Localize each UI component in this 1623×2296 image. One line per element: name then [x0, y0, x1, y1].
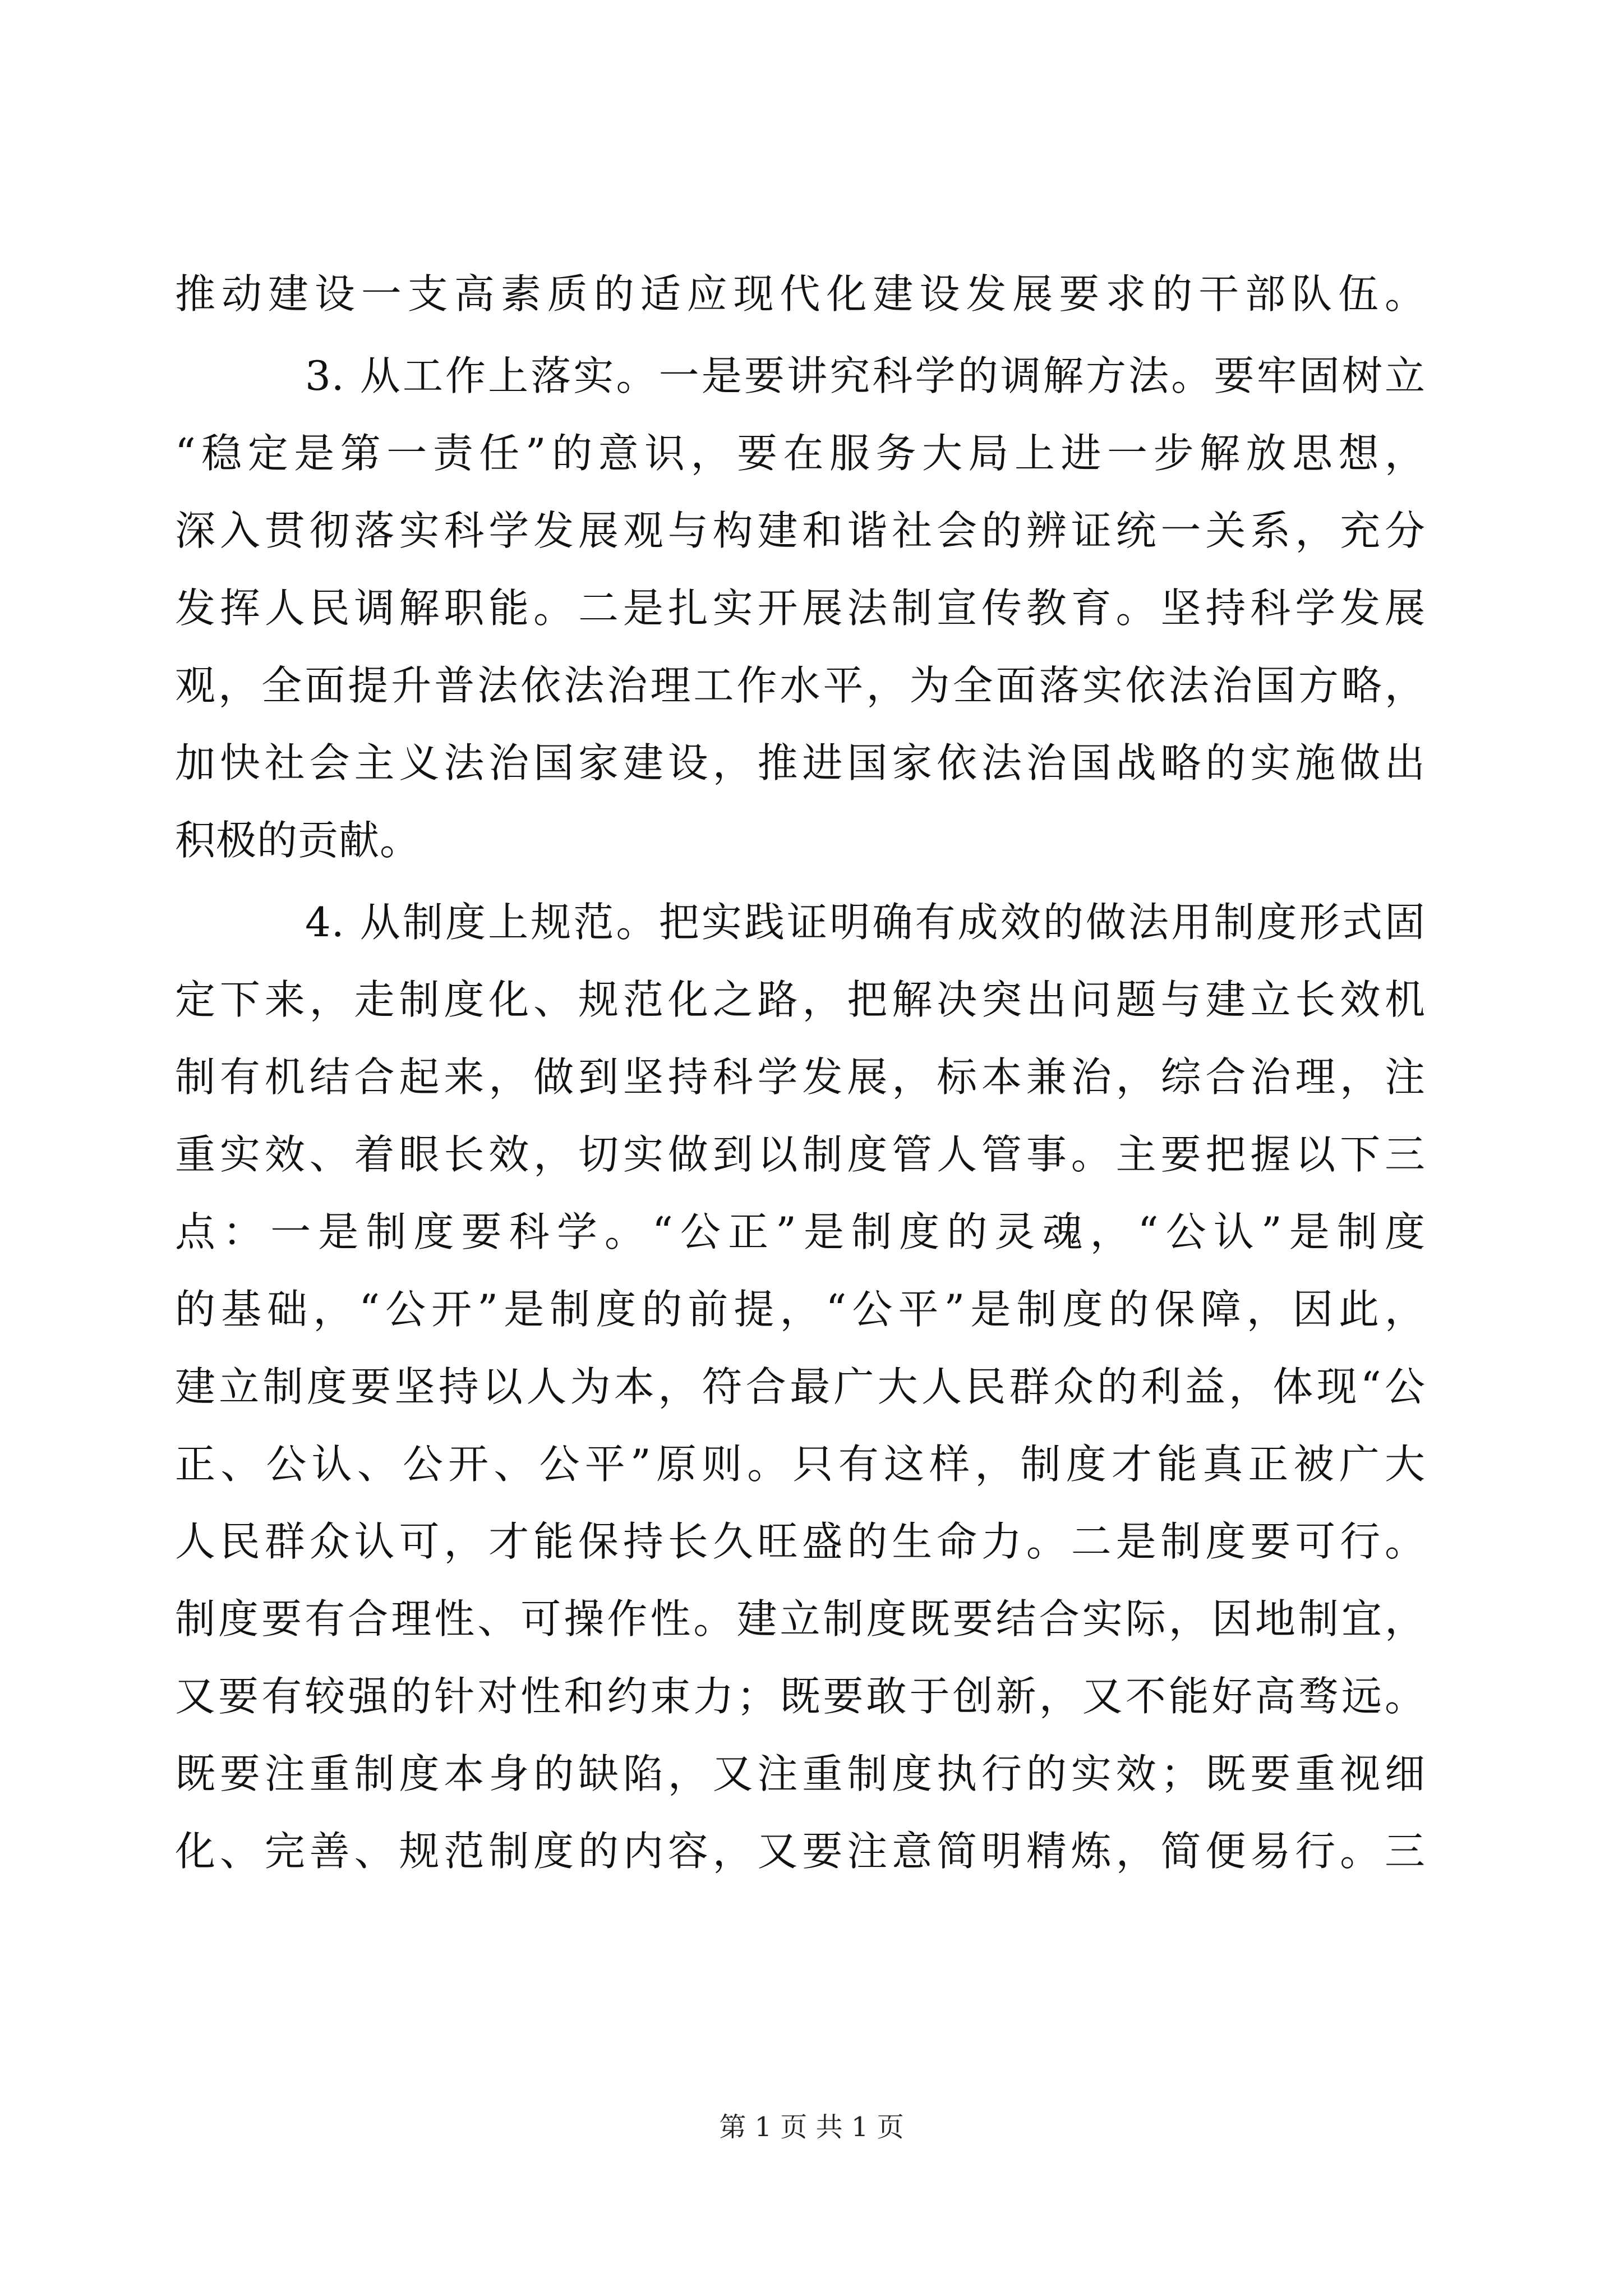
text-line: 点：一是制度要科学。“公正”是制度的灵魂，“公认”是制度 [175, 1208, 1426, 1255]
text-line: 人民群众认可，才能保持长久旺盛的生命力。二是制度要可行。 [175, 1518, 1426, 1565]
text-line: 的基础，“公开”是制度的前提，“公平”是制度的保障，因此， [175, 1286, 1426, 1333]
text-line: 发挥人民调解职能。二是扎实开展法制宣传教育。坚持科学发展 [175, 585, 1426, 632]
text-line: “稳定是第一责任”的意识，要在服务大局上进一步解放思想， [175, 430, 1426, 477]
page-number-label: 第 1 页 共 1 页 [719, 2111, 904, 2143]
text-line: 又要有较强的针对性和约束力；既要敢于创新，又不能好高骛远。 [175, 1673, 1426, 1720]
text-line: 制有机结合起来，做到坚持科学发展，标本兼治，综合治理，注 [175, 1053, 1426, 1101]
text-line: 化、完善、规范制度的内容，又要注意简明精炼，简便易行。三 [175, 1828, 1426, 1875]
text-line: 推动建设一支高素质的适应现代化建设发展要求的干部队伍。 [175, 270, 1426, 318]
text-line: 定下来，走制度化、规范化之路，把解决突出问题与建立长效机 [175, 976, 1426, 1023]
text-line: 观，全面提升普法依法治理工作水平，为全面落实依法治国方略， [175, 662, 1426, 709]
text-line: 制度要有合理性、可操作性。建立制度既要结合实际，因地制宜， [175, 1595, 1426, 1642]
text-line: 重实效、着眼长效，切实做到以制度管人管事。主要把握以下三 [175, 1131, 1426, 1178]
text-line: 既要注重制度本身的缺陷，又注重制度执行的实效；既要重视细 [175, 1750, 1426, 1797]
document-body [175, 255, 1426, 1890]
text-line: 加快社会主义法治国家建设，推进国家依法治国战略的实施做出 [175, 739, 1426, 786]
text-line: 正、公认、公开、公平”原则。只有这样，制度才能真正被广大 [175, 1441, 1426, 1488]
paragraph-4-heading-line: 4. 从制度上规范。把实践证明确有成效的做法用制度形式固 [305, 899, 1426, 946]
page-footer [0, 2110, 1623, 2144]
paragraph-3-heading-line: 3. 从工作上落实。一是要讲究科学的调解方法。要牢固树立 [305, 352, 1426, 399]
text-line: 建立制度要坚持以人为本，符合最广大人民群众的利益，体现“公 [175, 1363, 1426, 1410]
text-line: 积极的贡献。 [175, 817, 421, 864]
text-line: 深入贯彻落实科学发展观与构建和谐社会的辨证统一关系，充分 [175, 507, 1426, 554]
